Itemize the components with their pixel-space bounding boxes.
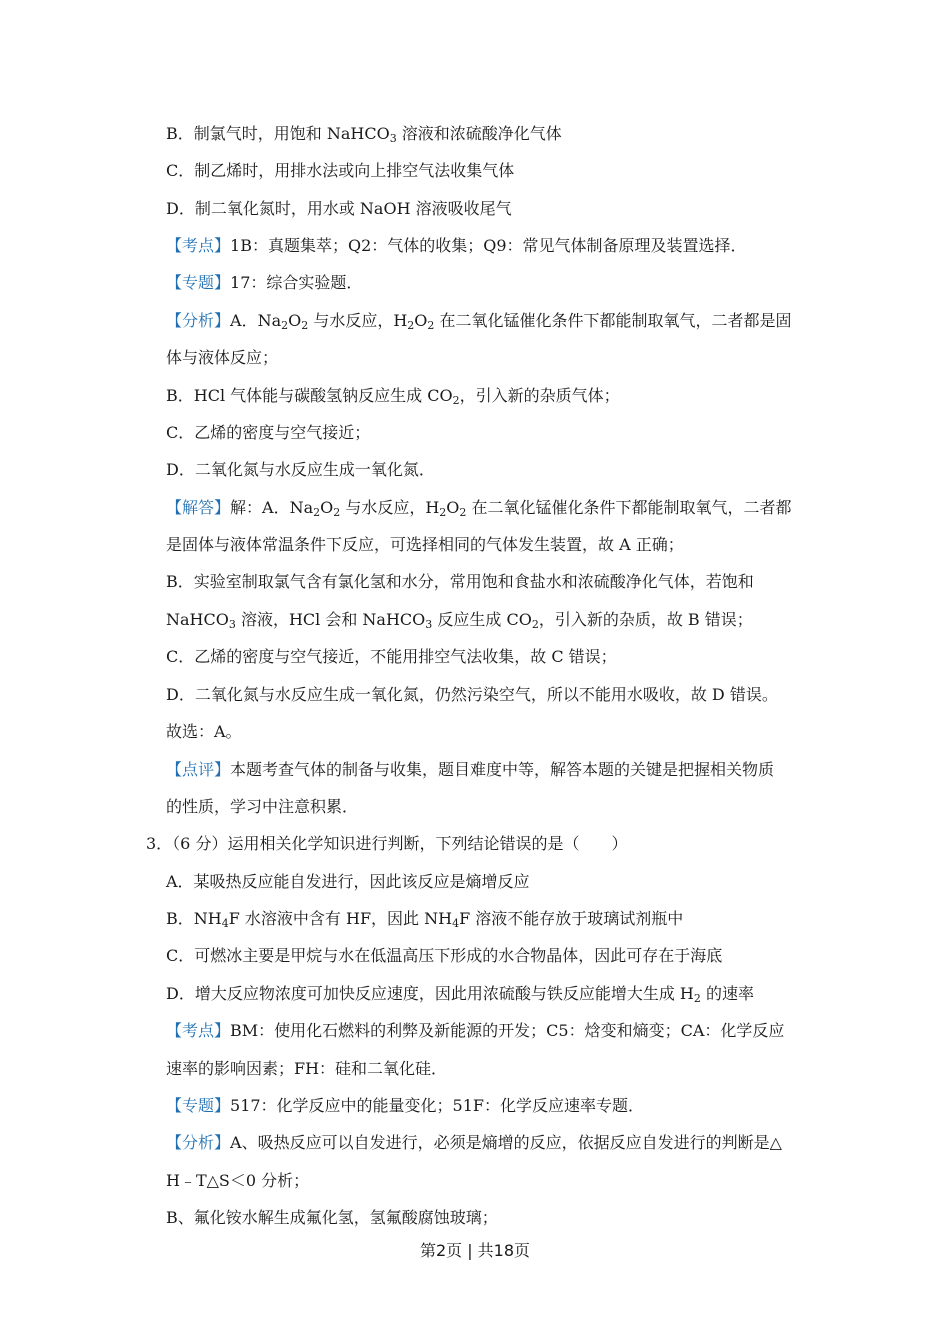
- fenxi-c-line: C．乙烯的密度与空气接近；: [166, 423, 371, 442]
- question-3-option-b: B．$NH_4F$ 水溶液中含有 HF，因此 $NH_4F$ 溶液不能存放于玻璃试剂瓶中: [166, 909, 684, 930]
- kaodian-2-tag: 【考点】: [166, 1021, 231, 1040]
- fenxi-2-section: 【分析】A、吸热反应可以自发进行，必须是熵增的反应，依据反应自发进行的判断是△: [166, 1133, 782, 1152]
- jieda-line-3: B．实验室制取氯气含有氯化氢和水分，常用饱和食盐水和浓硫酸净化气体，若饱和: [166, 572, 754, 591]
- jieda-line-6: D．二氧化氮与水反应生成一氧化氮，仍然污染空气，所以不能用水吸收，故 D 错误。: [166, 685, 778, 704]
- page-footer: [0, 1241, 950, 1261]
- option-b-line: B．制氯气时，用饱和 NaHCO$_3$ 溶液和浓硫酸净化气体: [166, 124, 562, 145]
- fenxi-b-line: B．HCl 气体能与碳酸氢钠反应生成 $CO_2$，引入新的杂质气体；: [166, 386, 620, 407]
- option-c-line: C．制乙烯时，用排水法或向上排空气法收集气体: [166, 161, 515, 180]
- question-3-option-d: D．增大反应物浓度可加快反应速度，因此用浓硫酸与铁反应能增大生成 $H_2$ 的速率: [166, 984, 754, 1005]
- jieda-line-4: NaHCO$_3$ 溶液，HCl 会和 NaHCO$_3$ 反应生成 $CO_2$，引入新的杂质，故 B 错误；: [166, 610, 753, 631]
- question-3-option-a: A．某吸热反应能自发进行，因此该反应是熵增反应: [166, 872, 530, 891]
- fenxi-section: 【分析】A．$Na_2O_2$ 与水反应，$H_2O_2$ 在二氧化锰催化条件下都能制取氧气，二者都是固: [166, 311, 792, 332]
- dianping-tag: 【点评】: [166, 760, 231, 779]
- kaodian-section: 【考点】1B：真题集萃；Q2：气体的收集；Q9：常见气体制备原理及装置选择．: [166, 236, 747, 255]
- zhuanti-2-tag: 【专题】: [166, 1096, 231, 1115]
- jieda-tag: 【解答】: [166, 498, 231, 517]
- question-3-option-c: C．可燃冰主要是甲烷与水在低温高压下形成的水合物晶体，因此可存在于海底: [166, 946, 723, 965]
- jieda-section: 【解答】解：A．$Na_2O_2$ 与水反应，$H_2O_2$ 在二氧化锰催化条件下都能制取氧气，二者都: [166, 498, 792, 519]
- kaodian-2-continued: 速率的影响因素；FH：硅和二氧化硅．: [166, 1059, 448, 1078]
- kaodian-2-section: 【考点】BM：使用化石燃料的利弊及新能源的开发；C5：焓变和熵变；CA：化学反应: [166, 1021, 785, 1040]
- jieda-line-2: 是固体与液体常温条件下反应，可选择相同的气体发生装置，故 A 正确；: [166, 535, 684, 554]
- fenxi-2-line-3: B、氟化铵水解生成氟化氢，氢氟酸腐蚀玻璃；: [166, 1208, 498, 1227]
- dianping-section: 【点评】本题考查气体的制备与收集，题目难度中等，解答本题的关键是把握相关物质: [166, 760, 775, 779]
- zhuanti-2-section: 【专题】517：化学反应中的能量变化；51F：化学反应速率专题．: [166, 1096, 645, 1115]
- zhuanti-section: 【专题】17：综合实验题．: [166, 273, 363, 292]
- jieda-line-7: 故选：A。: [166, 722, 242, 741]
- fenxi-tag: 【分析】: [166, 311, 231, 330]
- fenxi-continued: 体与液体反应；: [166, 348, 279, 367]
- option-d-line: D．制二氧化氮时，用水或 NaOH 溶液吸收尾气: [166, 199, 512, 218]
- zhuanti-tag: 【专题】: [166, 273, 231, 292]
- page-number: 第2页 | 共18页: [419, 1241, 531, 1260]
- dianping-continued: 的性质，学习中注意积累．: [166, 797, 359, 816]
- fenxi-2-line-2: H﹣T△S＜0 分析；: [166, 1171, 310, 1190]
- kaodian-tag: 【考点】: [166, 236, 231, 255]
- fenxi-d-line: D．二氧化氮与水反应生成一氧化氮．: [166, 460, 435, 479]
- jieda-line-5: C．乙烯的密度与空气接近，不能用排空气法收集，故 C 错误；: [166, 647, 617, 666]
- fenxi-2-tag: 【分析】: [166, 1133, 231, 1152]
- question-3-stem: 3．（6 分）运用相关化学知识进行判断，下列结论错误的是（ ）: [146, 834, 628, 853]
